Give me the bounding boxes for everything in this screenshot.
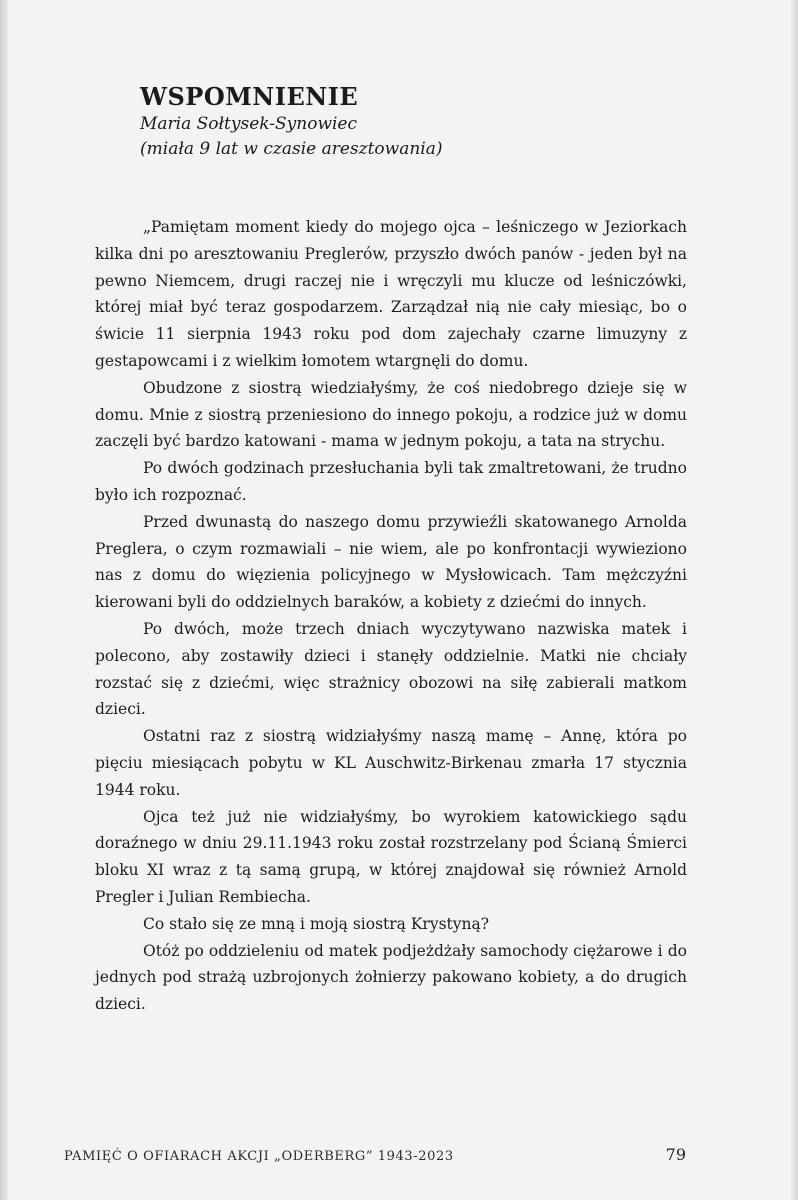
paragraph: „Pamiętam moment kiedy do mojego ojca – leśniczego w Jeziorkach kilka dni po aresztowaniu Preglerów, przyszło dwóch panów - jeden był na pewno Niemcem, drugi raczej nie i wręczyli mu klucze od leśniczówki, której miał być teraz gospodarzem. Zarządzał nią nie cały miesiąc, bo o świcie 11 sierpnia 1943 roku pod dom zajechały czarne limuzyny z gestapowcami i z wielkim łomotem wtargnęli do domu.: [95, 218, 687, 370]
article-author: Maria Sołtysek-Synowiec: [140, 114, 358, 134]
article-note: (miała 9 lat w czasie aresztowania): [140, 139, 443, 159]
paragraph: Po dwóch godzinach przesłuchania byli tak zmaltretowani, że trudno było ich rozpoznać.: [95, 459, 687, 504]
page-footer: [64, 1145, 686, 1164]
paragraph: Ostatni raz z siostrą widziałyśmy naszą mamę – Annę, która po pięciu miesiącach pobytu w KL Auschwitz-Birkenau zmarła 17 stycznia 1944 roku.: [95, 727, 687, 799]
page-gutter-shadow: [0, 0, 10, 1200]
paragraph: Otóż po oddzieleniu od matek podjeżdżały samochody ciężarowe i do jednych pod strażą uzbrojonych żołnierzy pakowano kobiety, a do drugich dzieci.: [95, 941, 687, 1014]
page-number: 79: [665, 1145, 686, 1164]
running-title: PAMIĘĆ O OFIARACH AKCJI „ODERBERG” 1943-2023: [64, 1149, 454, 1164]
page-edge: [790, 0, 798, 1200]
paragraph: Przed dwunastą do naszego domu przywieźli skatowanego Arnolda Preglera, o czym rozmawiali – nie wiem, ale po konfrontacji wywieziono nas z domu do więzienia policyjnego w Mysłowicach. Tam mężczyźni kierowani byli do oddzielnych baraków, a kobiety z dziećmi do innych.: [95, 512, 687, 612]
paragraph: Obudzone z siostrą wiedziałyśmy, że coś niedobrego dzieje się w domu. Mnie z siostrą przeniesiono do innego pokoju, a rodzice już w domu zaczęli być bardzo katowani - mama w jednym pokoju, a tata na strychu.: [95, 378, 687, 451]
paragraph: Ojca też już nie widziałyśmy, bo wyrokiem katowickiego sądu doraźnego w dniu 29.11.1943 roku został rozstrzelany pod Ścianą Śmierci bloku XI wraz z tą samą grupą, w której znajdował się również Arnold Pregler i Julian Rembiecha.: [95, 807, 687, 906]
paragraph: Co stało się ze mną i moją siostrą Krystyną?: [143, 914, 490, 933]
paragraph: Po dwóch, może trzech dniach wyczytywano nazwiska matek i polecono, aby zostawiły dzieci i stanęły oddzielnie. Matki nie chciały rozstać się z dziećmi, więc strażnicy obozowi na siłę zabierali matkom dzieci.: [95, 619, 687, 719]
article-title: WSPOMNIENIE: [140, 82, 359, 111]
article-header: [140, 82, 758, 162]
article-body: [95, 214, 687, 1018]
